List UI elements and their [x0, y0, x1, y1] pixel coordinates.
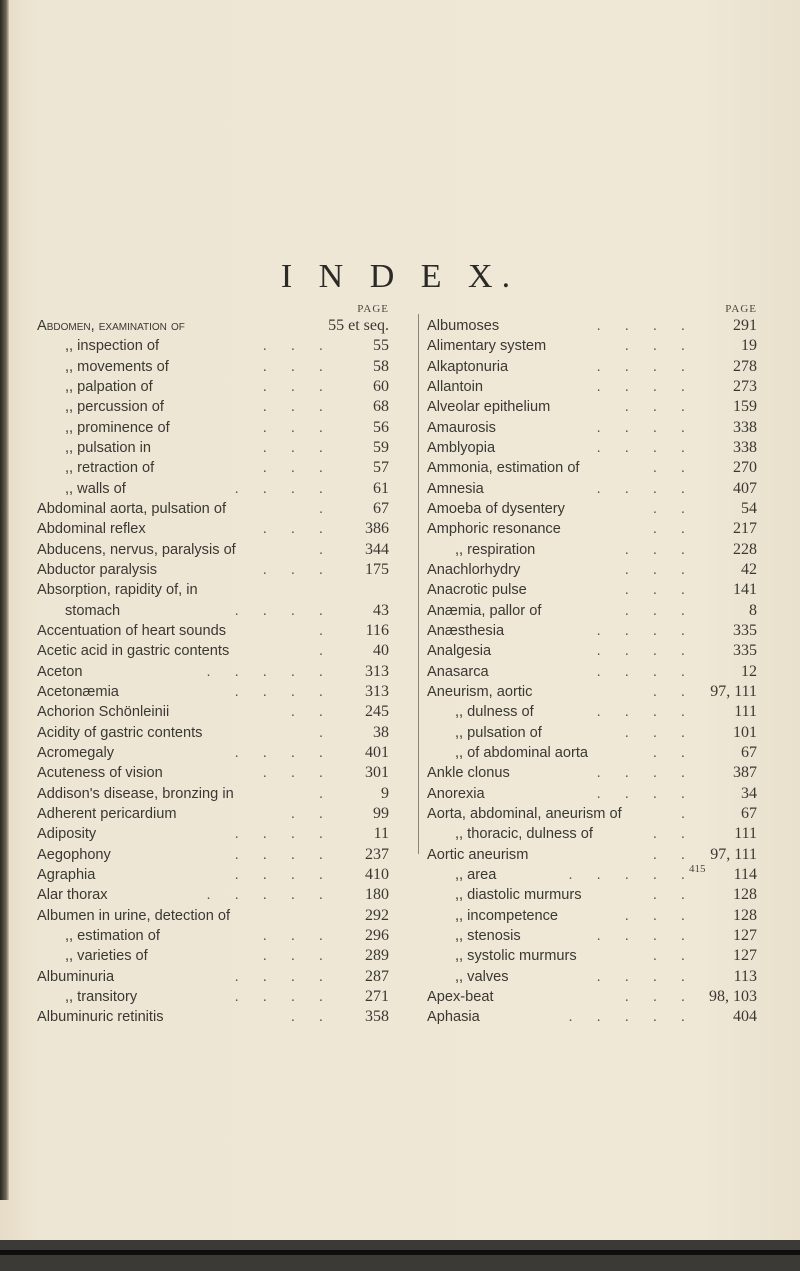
entry-term: Amaurosis	[427, 419, 496, 436]
entry-page: 55	[373, 337, 389, 355]
leader-dots: . . . .	[596, 927, 695, 944]
leader-dots: . . .	[262, 419, 333, 436]
entry-term: ,, of abdominal aorta	[455, 744, 589, 761]
entry-term: Amoeba of dysentery	[427, 500, 565, 517]
page-column-label: PAGE	[357, 303, 389, 315]
index-entry	[37, 885, 389, 905]
entry-page: 410	[365, 865, 389, 883]
index-entry	[37, 987, 389, 1007]
index-entry	[37, 621, 389, 641]
entry-term: Anæmia, pallor of	[427, 602, 542, 619]
entry-term: Aneurism, aortic	[427, 683, 533, 700]
entry-page: 19	[741, 337, 757, 355]
entry-term: Absorption, rapidity of, in	[37, 582, 198, 599]
index-entry	[37, 397, 389, 417]
entry-term: ,, estimation of	[65, 927, 160, 944]
entry-page: 387	[733, 764, 757, 782]
leader-dots: . . .	[262, 378, 333, 395]
leader-dots: . .	[652, 826, 695, 843]
page-column-label: PAGE	[725, 303, 757, 315]
index-entry	[427, 743, 757, 763]
entry-page: 271	[365, 987, 389, 1005]
leader-dots: . . . .	[596, 622, 695, 639]
entry-page: 401	[365, 743, 389, 761]
entry-page: 111	[734, 703, 757, 721]
entry-page: 296	[365, 926, 389, 944]
entry-page: 338	[733, 438, 757, 456]
entry-page: 113	[733, 967, 757, 985]
entry-page: 57	[373, 459, 389, 477]
entry-term: Adiposity	[37, 826, 97, 843]
index-entry	[427, 621, 757, 641]
entry-term: ,, movements of	[65, 358, 169, 375]
entry-term: ,, prominence of	[65, 419, 170, 436]
index-entry	[427, 418, 757, 438]
entry-term: Abdomen, examination of	[37, 318, 185, 334]
entry-page: 8	[749, 601, 757, 619]
entry-term: ,, area	[455, 866, 497, 883]
index-entry	[427, 438, 757, 458]
index-entry	[37, 702, 389, 722]
entry-term: Anasarca	[427, 663, 489, 680]
index-entry	[427, 580, 757, 600]
entry-page: 338	[733, 418, 757, 436]
leader-dots: . . . . .	[568, 866, 695, 883]
entry-term: Aceton	[37, 663, 83, 680]
entry-term: Accentuation of heart sounds	[37, 622, 227, 639]
entry-page: 128	[733, 906, 757, 924]
index-entry	[427, 946, 757, 966]
leader-dots: . .	[652, 744, 695, 761]
entry-page: 54	[741, 499, 757, 517]
index-entry	[427, 397, 757, 417]
index-entry	[427, 601, 757, 621]
leader-dots: . . . . .	[206, 887, 333, 904]
entry-term: ,, palpation of	[65, 378, 153, 395]
entry-term: ,, systolic murmurs	[455, 948, 577, 965]
index-entry	[427, 458, 757, 478]
bottom-dark-band	[0, 1240, 800, 1271]
entry-page: 111	[734, 825, 757, 843]
index-entry	[37, 946, 389, 966]
entry-page: 97, 111	[710, 682, 757, 700]
index-entry	[427, 479, 757, 499]
index-entry	[37, 560, 389, 580]
leader-dots: . . .	[262, 927, 333, 944]
index-entry	[427, 540, 757, 560]
entry-page: 101	[733, 723, 757, 741]
leader-dots: . . .	[262, 948, 333, 965]
leader-dots: . . .	[262, 338, 333, 355]
index-entry	[427, 560, 757, 580]
entry-term: ,, thoracic, dulness of	[455, 826, 593, 843]
index-entry	[37, 804, 389, 824]
entry-page: 335	[733, 642, 757, 660]
leader-dots: . . .	[624, 724, 695, 741]
entry-term: Abdominal aorta, pulsation of	[37, 500, 227, 517]
entry-term: Abductor paralysis	[37, 561, 158, 578]
index-entry	[427, 499, 757, 519]
entry-page: 56	[373, 418, 389, 436]
entry-page: 12	[741, 662, 757, 680]
leader-dots: .	[318, 785, 333, 802]
index-entry	[37, 418, 389, 438]
index-entry	[37, 479, 389, 499]
index-entry	[37, 845, 389, 865]
leader-dots: . . . .	[234, 480, 333, 497]
entry-term: ,, pulsation in	[65, 439, 151, 456]
entry-term: Analgesia	[427, 643, 492, 660]
entry-term: Aortic aneurism	[427, 846, 529, 863]
entry-page: 55 et seq.	[328, 317, 389, 334]
index-entry	[427, 316, 757, 336]
entry-page: 358	[365, 1008, 389, 1026]
index-entry	[37, 377, 389, 397]
index-entry	[427, 641, 757, 661]
entry-term: Aegophony	[37, 846, 111, 863]
entry-term: Achorion Schönleinii	[37, 704, 170, 721]
entry-page: 301	[365, 764, 389, 782]
entry-term: Adherent pericardium	[37, 805, 177, 822]
entry-page: 237	[365, 845, 389, 863]
index-entry	[37, 580, 389, 600]
index-entry	[37, 743, 389, 763]
index-entry	[427, 885, 757, 905]
entry-term: Albumen in urine, detection of	[37, 907, 231, 924]
index-title: I N D E X.	[280, 258, 520, 295]
leader-dots: . . . .	[596, 480, 695, 497]
entry-page: 180	[365, 886, 389, 904]
entry-page: 287	[365, 967, 389, 985]
entry-page: 116	[365, 621, 389, 639]
leader-dots: . . . .	[234, 744, 333, 761]
index-entry	[37, 763, 389, 783]
entry-page: 175	[365, 560, 389, 578]
entry-page: 97, 111	[710, 845, 757, 863]
entry-page: 273	[733, 377, 757, 395]
leader-dots: . .	[652, 846, 695, 863]
entry-term: Abdominal reflex	[37, 521, 146, 538]
entry-term: ,, transitory	[65, 988, 138, 1005]
entry-term: ,, retraction of	[65, 460, 155, 477]
leader-dots: . . . .	[596, 968, 695, 985]
index-entry	[427, 763, 757, 783]
entry-term: Alar thorax	[37, 887, 108, 904]
entry-page: 127	[733, 926, 757, 944]
leader-dots: . . . .	[596, 358, 695, 375]
entry-term: Apex-beat	[427, 988, 494, 1005]
index-entry	[427, 967, 757, 987]
leader-dots: . .	[652, 683, 695, 700]
entry-term: ,, percussion of	[65, 399, 164, 416]
entry-term: ,, valves	[455, 968, 509, 985]
index-entry	[427, 784, 757, 804]
entry-term: Agraphia	[37, 866, 96, 883]
leader-dots: .	[318, 500, 333, 517]
index-entry	[37, 499, 389, 519]
leader-dots: . . .	[624, 907, 695, 924]
leader-dots: . . . .	[234, 968, 333, 985]
entry-term: Anæsthesia	[427, 622, 505, 639]
entry-page: 407	[733, 479, 757, 497]
entry-term: Ammonia, estimation of	[427, 460, 580, 477]
index-entry	[427, 702, 757, 722]
entry-page: 40	[373, 642, 389, 660]
leader-dots: . .	[652, 948, 695, 965]
leader-dots: . . . .	[234, 846, 333, 863]
entry-term: Albuminuria	[37, 968, 115, 985]
index-entry	[37, 906, 389, 926]
entry-term: ,, stenosis	[455, 927, 521, 944]
leader-dots: . . .	[262, 460, 333, 477]
index-entry	[37, 540, 389, 560]
leader-dots: . .	[652, 460, 695, 477]
index-entry	[37, 865, 389, 885]
index-entry	[37, 926, 389, 946]
entry-page: 159	[733, 398, 757, 416]
index-entry	[37, 662, 389, 682]
entry-page: 217	[733, 520, 757, 538]
entry-term: Aphasia	[427, 1009, 480, 1026]
leader-dots: . . . .	[234, 866, 333, 883]
entry-page: 335	[733, 621, 757, 639]
leader-dots: . . .	[262, 399, 333, 416]
entry-page: 228	[733, 540, 757, 558]
entry-page: 114	[733, 865, 757, 883]
entry-page: 59	[373, 438, 389, 456]
entry-term: ,, diastolic murmurs	[455, 887, 582, 904]
entry-page: 278	[733, 357, 757, 375]
leader-dots: . . .	[624, 988, 695, 1005]
bottom-rule	[0, 1250, 800, 1255]
entry-page: 313	[365, 662, 389, 680]
index-entry	[427, 865, 757, 885]
entry-term: ,, incompetence	[455, 907, 559, 924]
index-entry	[37, 519, 389, 539]
leader-dots: . .	[290, 1009, 333, 1026]
index-entry	[427, 519, 757, 539]
entry-term: Alimentary system	[427, 338, 547, 355]
entry-term: Addison's disease, bronzing in	[37, 785, 234, 802]
leader-dots: . . .	[262, 358, 333, 375]
entry-page: 67	[741, 804, 757, 822]
index-entry	[37, 824, 389, 844]
page-number: 415	[689, 863, 706, 875]
index-entry	[37, 438, 389, 458]
index-entry	[427, 723, 757, 743]
entry-term: Amphoric resonance	[427, 521, 561, 538]
leader-dots: . . .	[262, 561, 333, 578]
leader-dots: . . . .	[596, 704, 695, 721]
entry-page: 127	[733, 947, 757, 965]
left-index-column	[37, 302, 389, 1026]
entry-page: 11	[373, 825, 389, 843]
leader-dots: .	[318, 622, 333, 639]
book-spine-edge	[0, 0, 9, 1200]
entry-page: 291	[733, 317, 757, 334]
leader-dots: . . .	[624, 582, 695, 599]
index-entry	[427, 357, 757, 377]
entry-term: ,, pulsation of	[455, 724, 542, 741]
entry-page: 313	[365, 682, 389, 700]
entry-page: 67	[373, 499, 389, 517]
index-entry	[427, 1007, 757, 1027]
index-entry	[427, 845, 757, 865]
entry-page: 99	[373, 804, 389, 822]
entry-term: Anachlorhydry	[427, 561, 521, 578]
entry-term: ,, dulness of	[455, 704, 534, 721]
leader-dots: . . .	[262, 439, 333, 456]
entry-term: ,, respiration	[455, 541, 536, 558]
index-entry	[37, 682, 389, 702]
leader-dots: . . . .	[234, 683, 333, 700]
leader-dots: . . . .	[596, 663, 695, 680]
leader-dots: .	[318, 643, 333, 660]
entry-page: 42	[741, 560, 757, 578]
index-entry	[427, 682, 757, 702]
leader-dots: . . . .	[596, 785, 695, 802]
entry-term: Acidity of gastric contents	[37, 724, 203, 741]
index-entry	[427, 824, 757, 844]
leader-dots: . . . . .	[568, 1009, 695, 1026]
leader-dots: . .	[652, 521, 695, 538]
index-entry	[37, 458, 389, 478]
entry-page: 58	[373, 357, 389, 375]
leader-dots: .	[318, 541, 333, 558]
index-entry	[37, 1007, 389, 1027]
index-entry	[37, 336, 389, 356]
leader-dots: . . . .	[234, 602, 333, 619]
leader-dots: . . . . .	[206, 663, 333, 680]
entry-page: 344	[365, 540, 389, 558]
leader-dots: . . . .	[234, 988, 333, 1005]
leader-dots: . . . .	[596, 643, 695, 660]
entry-page: 67	[741, 743, 757, 761]
entry-page: 386	[365, 520, 389, 538]
entry-page: 34	[741, 784, 757, 802]
entry-term: Aorta, abdominal, aneurism of	[427, 805, 622, 822]
entry-page: 128	[733, 886, 757, 904]
index-entry	[427, 987, 757, 1007]
entry-term: Acetonæmia	[37, 683, 119, 700]
leader-dots: . . .	[262, 765, 333, 782]
entry-term: ,, inspection of	[65, 338, 160, 355]
leader-dots: . . .	[624, 399, 695, 416]
entry-term: Amnesia	[427, 480, 484, 497]
leader-dots: . . . .	[596, 765, 695, 782]
index-entry	[37, 784, 389, 804]
leader-dots: . . .	[262, 521, 333, 538]
entry-page: 38	[373, 723, 389, 741]
entry-term: Anorexia	[427, 785, 485, 802]
index-entry	[427, 377, 757, 397]
leader-dots: .	[318, 724, 333, 741]
entry-term: Abducens, nervus, paralysis of	[37, 541, 236, 558]
entry-page: 43	[373, 601, 389, 619]
leader-dots: . . . .	[596, 439, 695, 456]
entry-term: Albumoses	[427, 318, 500, 334]
entry-page: 289	[365, 947, 389, 965]
entry-page: 68	[373, 398, 389, 416]
column-divider	[418, 314, 419, 854]
entry-term: Anacrotic pulse	[427, 582, 527, 599]
index-entry	[427, 926, 757, 946]
entry-term: ,, walls of	[65, 480, 126, 497]
index-entry	[427, 662, 757, 682]
entry-page: 141	[733, 581, 757, 599]
leader-dots: . . .	[624, 541, 695, 558]
entry-term: ,, varieties of	[65, 948, 148, 965]
index-entry	[427, 906, 757, 926]
entry-term: Acromegaly	[37, 744, 115, 761]
leader-dots: . .	[290, 704, 333, 721]
leader-dots: . . . .	[596, 318, 695, 334]
entry-page: 404	[733, 1008, 757, 1026]
leader-dots: .	[680, 805, 695, 822]
left-entries-list	[37, 316, 389, 1027]
leader-dots: . . . .	[596, 419, 695, 436]
leader-dots: . . . .	[234, 826, 333, 843]
entry-term: Acuteness of vision	[37, 765, 163, 782]
index-entry	[37, 601, 389, 621]
leader-dots: . . .	[624, 602, 695, 619]
index-entry	[37, 967, 389, 987]
index-entry	[37, 641, 389, 661]
entry-term: Ankle clonus	[427, 765, 510, 782]
leader-dots: . .	[652, 887, 695, 904]
entry-term: Albuminuric retinitis	[37, 1009, 164, 1026]
index-entry	[427, 804, 757, 824]
entry-term: Alkaptonuria	[427, 358, 509, 375]
entry-page: 292	[365, 906, 389, 924]
entry-term: Acetic acid in gastric contents	[37, 643, 230, 660]
entry-term: stomach	[65, 602, 121, 619]
leader-dots: . .	[652, 500, 695, 517]
entry-term: Amblyopia	[427, 439, 496, 456]
index-entry	[37, 357, 389, 377]
leader-dots: . .	[290, 805, 333, 822]
entry-page: 270	[733, 459, 757, 477]
entry-page: 98, 103	[709, 987, 757, 1005]
entry-page: 60	[373, 377, 389, 395]
entry-page: 61	[373, 479, 389, 497]
entry-page: 9	[381, 784, 389, 802]
entry-term: Allantoin	[427, 378, 483, 395]
leader-dots: . . .	[624, 561, 695, 578]
right-entries-list	[427, 316, 757, 1027]
entry-page: 245	[365, 703, 389, 721]
leader-dots: . . . .	[596, 378, 695, 395]
index-entry	[37, 723, 389, 743]
index-entry	[37, 316, 389, 336]
entry-term: Alveolar epithelium	[427, 399, 551, 416]
leader-dots: . . .	[624, 338, 695, 355]
index-entry	[427, 336, 757, 356]
